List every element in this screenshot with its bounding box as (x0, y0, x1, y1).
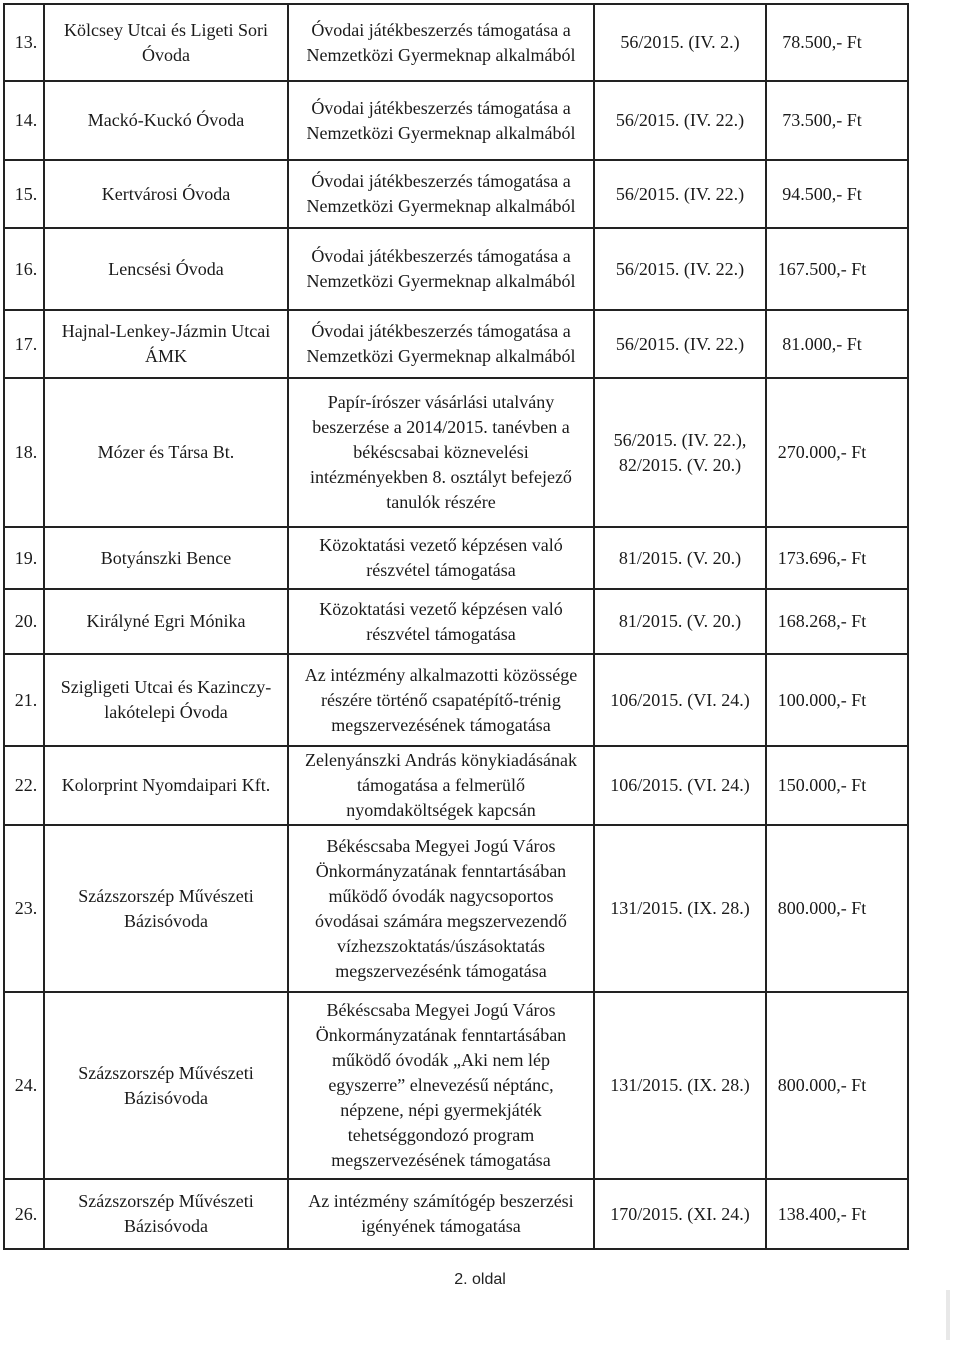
grant-amount: 150.000,- Ft (766, 746, 908, 825)
grant-purpose: Az intézmény alkalmazotti közössége részére történő csapatépítő-trénig megszervezésének támogatása (288, 654, 594, 746)
decision-number: 56/2015. (IV. 22.) (594, 81, 766, 160)
grant-purpose: Óvodai játékbeszerzés támogatása a Nemzetközi Gyermeknap alkalmából (288, 160, 594, 228)
recipient-name: Hajnal-Lenkey-Jázmin Utcai ÁMK (44, 310, 288, 378)
table-row (4, 228, 908, 310)
recipient-name: Százszorszép Művészeti Bázisóvoda (44, 825, 288, 992)
grant-amount: 78.500,- Ft (766, 4, 908, 81)
grant-amount: 100.000,- Ft (766, 654, 908, 746)
decision-number: 131/2015. (IX. 28.) (594, 825, 766, 992)
table-row (4, 81, 908, 160)
table-row (4, 378, 908, 527)
decision-number: 81/2015. (V. 20.) (594, 589, 766, 654)
row-number: 17. (4, 310, 44, 378)
decision-number: 170/2015. (XI. 24.) (594, 1179, 766, 1249)
grant-amount: 167.500,- Ft (766, 228, 908, 310)
grant-amount: 73.500,- Ft (766, 81, 908, 160)
decision-number: 81/2015. (V. 20.) (594, 527, 766, 589)
recipient-name: Szigligeti Utcai és Kazinczy- lakótelepi Óvoda (44, 654, 288, 746)
grant-purpose: Békéscsaba Megyei Jogú Város Önkormányzatának fenntartásában működő óvodák „Aki nem lép egyszerre” elnevezésű néptánc, népzene, népi gyermekjáték tehetséggondozó program megszervezésének támogatása (288, 992, 594, 1179)
grant-amount: 173.696,- Ft (766, 527, 908, 589)
recipient-name: Mackó-Kuckó Óvoda (44, 81, 288, 160)
grants-table-body (4, 4, 908, 1249)
grant-purpose: Óvodai játékbeszerzés támogatása a Nemzetközi Gyermeknap alkalmából (288, 228, 594, 310)
row-number: 19. (4, 527, 44, 589)
recipient-name: Lencsési Óvoda (44, 228, 288, 310)
grant-purpose: Közoktatási vezető képzésen való részvétel támogatása (288, 589, 594, 654)
grant-amount: 800.000,- Ft (766, 825, 908, 992)
row-number: 23. (4, 825, 44, 992)
grant-purpose: Közoktatási vezető képzésen való részvétel támogatása (288, 527, 594, 589)
row-number: 20. (4, 589, 44, 654)
grant-purpose: Zelenyánszki András könykiadásának támogatása a felmerülő nyomdaköltségek kapcsán (288, 746, 594, 825)
grant-purpose: Békéscsaba Megyei Jogú Város Önkormányzatának fenntartásában működő óvodák nagycsoportos óvodásai számára megszervezendő vízhezszoktatás/úszásoktatás megszervezésénk támogatása (288, 825, 594, 992)
decision-number: 56/2015. (IV. 22.), 82/2015. (V. 20.) (594, 378, 766, 527)
table-row (4, 992, 908, 1179)
table-row (4, 160, 908, 228)
grant-purpose: Óvodai játékbeszerzés támogatása a Nemzetközi Gyermeknap alkalmából (288, 4, 594, 81)
recipient-name: Százszorszép Művészeti Bázisóvoda (44, 992, 288, 1179)
grant-amount: 168.268,- Ft (766, 589, 908, 654)
recipient-name: Kolorprint Nyomdaipari Kft. (44, 746, 288, 825)
grant-purpose: Az intézmény számítógép beszerzési igényének támogatása (288, 1179, 594, 1249)
decision-number: 106/2015. (VI. 24.) (594, 746, 766, 825)
grants-table (3, 3, 909, 1250)
recipient-name: Kölcsey Utcai és Ligeti Sori Óvoda (44, 4, 288, 81)
grant-amount: 94.500,- Ft (766, 160, 908, 228)
recipient-name: Mózer és Társa Bt. (44, 378, 288, 527)
decision-number: 106/2015. (VI. 24.) (594, 654, 766, 746)
table-row (4, 1179, 908, 1249)
grant-purpose: Óvodai játékbeszerzés támogatása a Nemzetközi Gyermeknap alkalmából (288, 81, 594, 160)
decision-number: 56/2015. (IV. 22.) (594, 160, 766, 228)
table-row (4, 4, 908, 81)
row-number: 24. (4, 992, 44, 1179)
table-row (4, 310, 908, 378)
decision-number: 56/2015. (IV. 22.) (594, 228, 766, 310)
table-row (4, 746, 908, 825)
row-number: 18. (4, 378, 44, 527)
grant-amount: 270.000,- Ft (766, 378, 908, 527)
row-number: 16. (4, 228, 44, 310)
decision-number: 131/2015. (IX. 28.) (594, 992, 766, 1179)
grant-purpose: Óvodai játékbeszerzés támogatása a Nemzetközi Gyermeknap alkalmából (288, 310, 594, 378)
recipient-name: Százszorszép Művészeti Bázisóvoda (44, 1179, 288, 1249)
table-row (4, 589, 908, 654)
row-number: 14. (4, 81, 44, 160)
row-number: 21. (4, 654, 44, 746)
decision-number: 56/2015. (IV. 22.) (594, 310, 766, 378)
table-row (4, 654, 908, 746)
grant-amount: 81.000,- Ft (766, 310, 908, 378)
page-number: 2. oldal (454, 1271, 506, 1288)
decision-number: 56/2015. (IV. 2.) (594, 4, 766, 81)
grant-amount: 800.000,- Ft (766, 992, 908, 1179)
row-number: 22. (4, 746, 44, 825)
recipient-name: Királyné Egri Mónika (44, 589, 288, 654)
grant-amount: 138.400,- Ft (766, 1179, 908, 1249)
scan-edge-mark (946, 1290, 950, 1340)
recipient-name: Botyánszki Bence (44, 527, 288, 589)
grant-purpose: Papír-írószer vásárlási utalvány beszerzése a 2014/2015. tanévben a békéscsabai köznevelési intézményekben 8. osztályt befejező tanulók részére (288, 378, 594, 527)
recipient-name: Kertvárosi Óvoda (44, 160, 288, 228)
table-row (4, 825, 908, 992)
row-number: 26. (4, 1179, 44, 1249)
row-number: 13. (4, 4, 44, 81)
row-number: 15. (4, 160, 44, 228)
table-row (4, 527, 908, 589)
